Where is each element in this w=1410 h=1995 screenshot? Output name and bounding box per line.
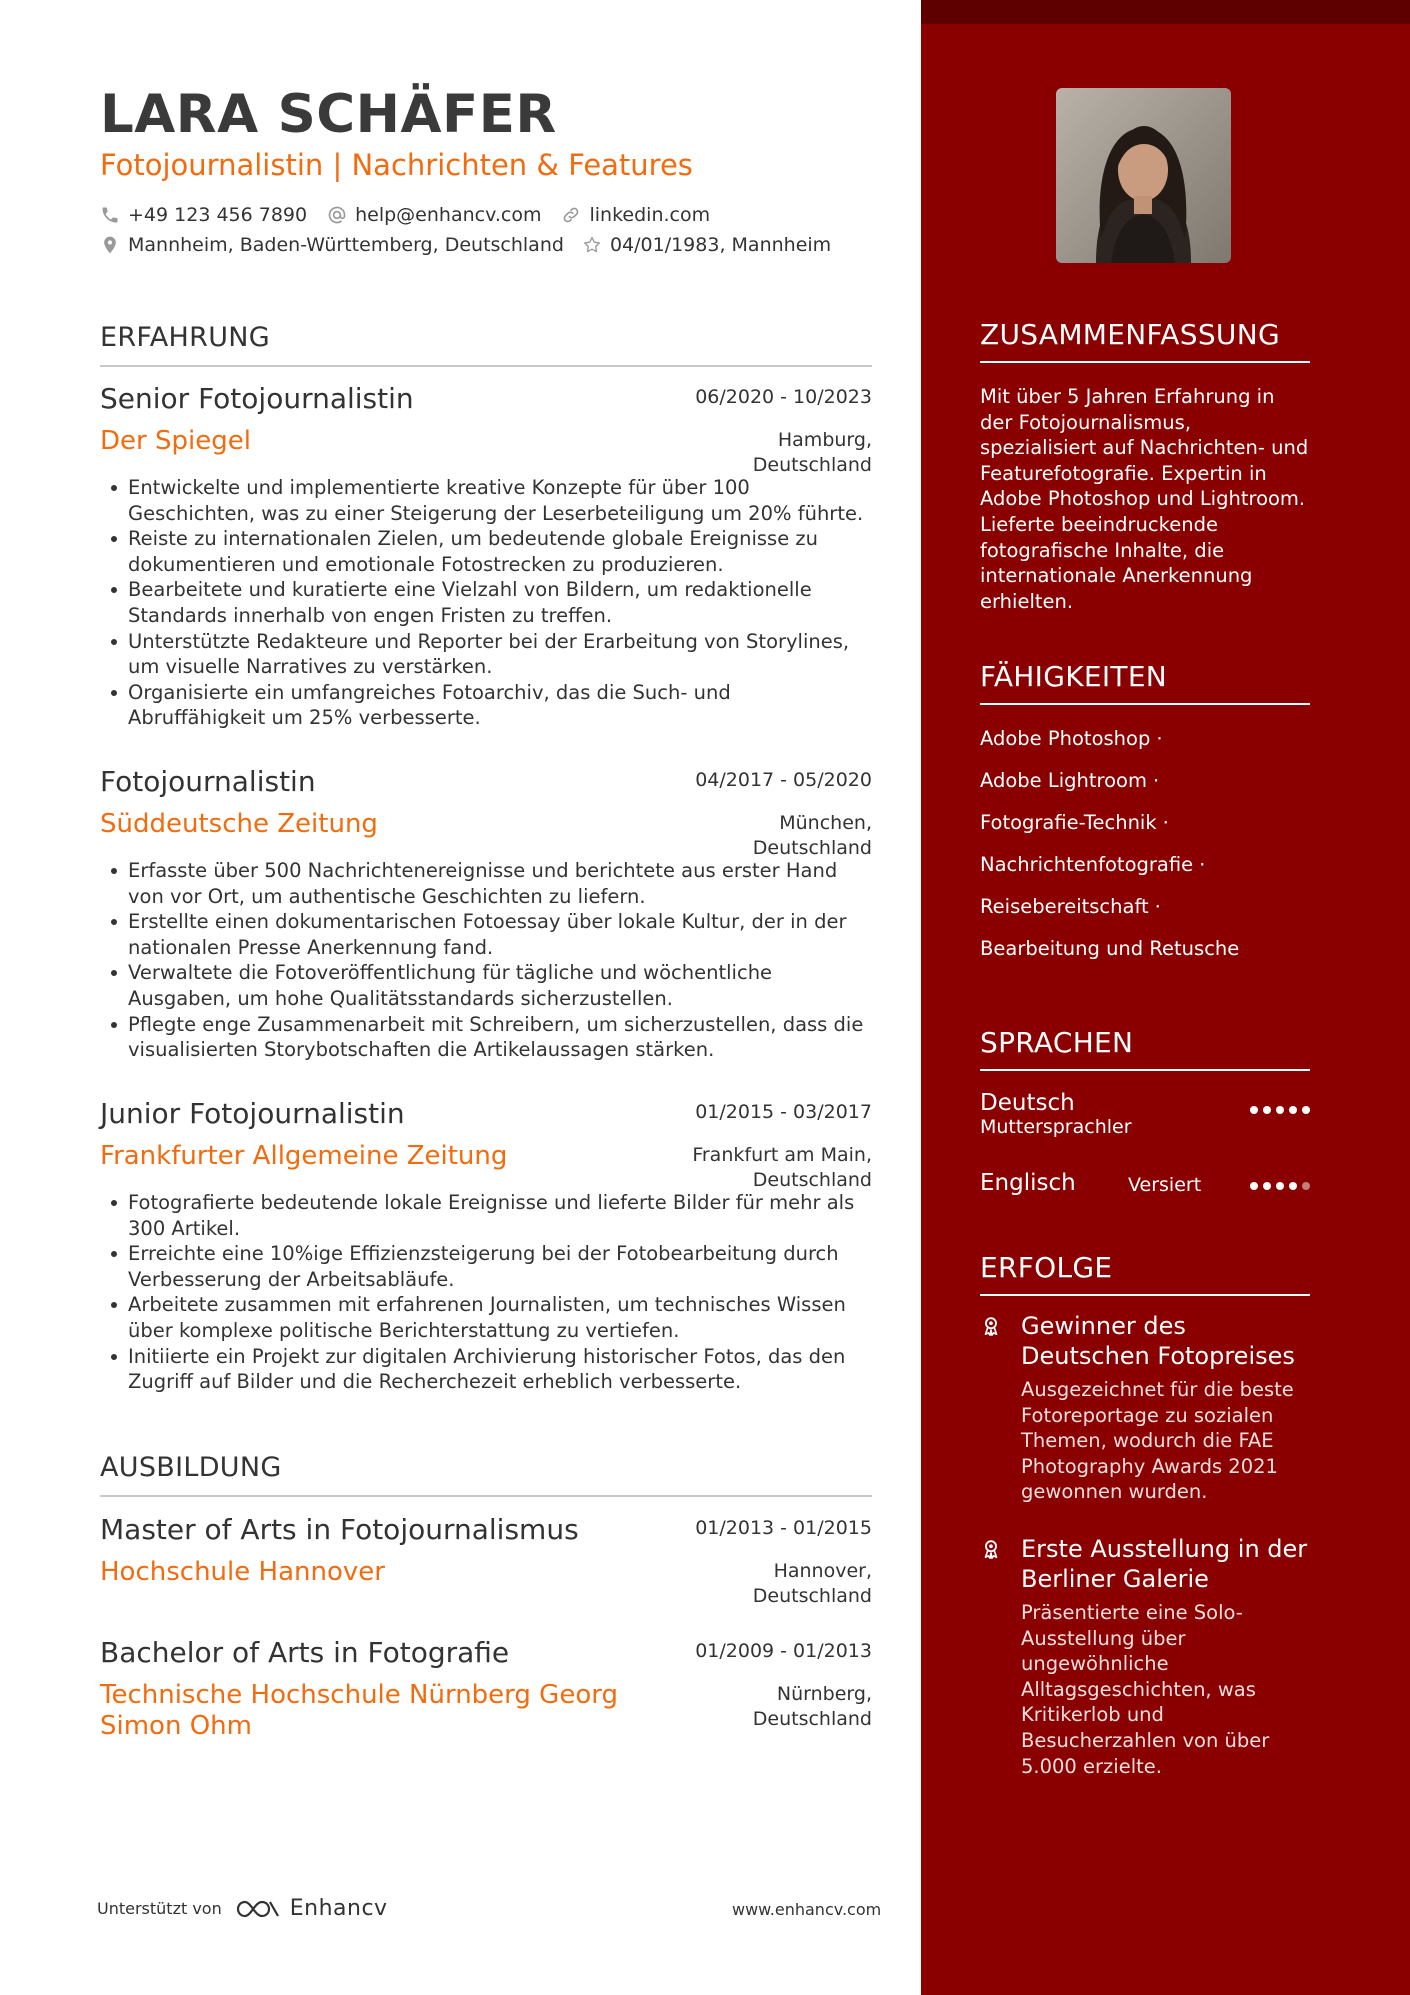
job-bullet: Reiste zu internationalen Zielen, um bedeutende globale Ereignisse zu dokumentieren und emotionale Fotostrecken zu produzieren. — [100, 526, 872, 577]
job-bullet: Erfasste über 500 Nachrichtenereignisse und berichtete aus erster Hand von vor Ort, um authentische Geschichten zu liefern. — [100, 858, 872, 909]
skill-label: Bearbeitung und Retusche — [980, 937, 1240, 960]
school-location — [753, 1682, 872, 1732]
job-location — [692, 1143, 872, 1193]
job-bullets — [100, 858, 872, 1063]
location-pin-icon — [100, 235, 120, 255]
job-bullet: Unterstützte Redakteure und Reporter bei der Erarbeitung von Storylines, um visuelle Narratives zu verstärken. — [100, 629, 872, 680]
skill-separator: · — [1156, 727, 1163, 750]
job-bullet: Fotografierte bedeutende lokale Ereignisse und lieferte Bilder für mehr als 300 Artikel. — [100, 1190, 872, 1241]
achievement-title: Gewinner des Deutschen Fotopreises — [1021, 1312, 1295, 1370]
job-title: Fotojournalistin — [100, 765, 316, 798]
school-location-city: Hannover, — [773, 1560, 872, 1582]
language-name: Englisch — [980, 1170, 1076, 1196]
experience-entry — [100, 765, 872, 1063]
contact-row-1 — [100, 202, 730, 228]
skill-separator: · — [1153, 769, 1160, 792]
skill-separator: · — [1162, 811, 1169, 834]
job-bullets — [100, 1190, 872, 1395]
job-company: Der Spiegel — [100, 426, 251, 456]
job-location-country: Deutschland — [752, 1169, 872, 1191]
summary-text: Mit über 5 Jahren Erfahrung in der Fotojournalismus, spezialisiert auf Nachrichten- und Featurefotografie. Expertin in Adobe Photoshop und Lightroom. Lieferte beeindruckende fotografische Inhalte, die internationale Anerkennung erhielten. — [980, 385, 1309, 613]
award-ribbon-icon — [980, 1315, 1002, 1337]
school-location-city: Nürnberg, — [776, 1683, 872, 1705]
linkedin-item[interactable] — [561, 204, 710, 226]
achievement-desc: Ausgezeichnet für die beste Fotoreportage zu sozialen Themen, wodurch die FAE Photography Awards 2021 gewonnen wurden. — [1021, 1378, 1294, 1504]
rating-dot-filled — [1276, 1182, 1284, 1190]
profile-photo — [1056, 88, 1231, 263]
language-name: Deutsch — [980, 1090, 1075, 1116]
experience-entry — [100, 1097, 872, 1395]
skill-label: Fotografie-Technik — [980, 811, 1157, 834]
language-rating — [1245, 1106, 1310, 1114]
skills-section-title: FÄHIGKEITEN — [980, 660, 1310, 705]
location-text: Mannheim, Baden-Württemberg, Deutschland — [128, 234, 564, 256]
achievement-item — [980, 1311, 1310, 1505]
education-section-title: AUSBILDUNG — [100, 1452, 872, 1497]
job-location-city: München, — [779, 812, 872, 834]
job-location-country: Deutschland — [752, 837, 872, 859]
job-bullet: Erstellte einen dokumentarischen Fotoessay über lokale Kultur, der in der nationalen Presse Anerkennung fand. — [100, 909, 872, 960]
link-icon — [561, 205, 581, 225]
job-location-city: Frankfurt am Main, — [692, 1144, 872, 1166]
linkedin-text[interactable]: linkedin.com — [589, 204, 711, 226]
skill-separator: · — [1199, 853, 1206, 876]
job-bullet: Bearbeitete und kuratierte eine Vielzahl von Bildern, um redaktionelle Standards innerhalb von engen Fristen zu treffen. — [100, 577, 872, 628]
degree-dates: 01/2009 - 01/2013 — [695, 1640, 872, 1662]
at-icon — [327, 205, 347, 225]
job-dates: 01/2015 - 03/2017 — [695, 1101, 872, 1123]
school-location-country: Deutschland — [752, 1708, 872, 1730]
job-location-country: Deutschland — [752, 454, 872, 476]
rating-dot-empty — [1302, 1182, 1310, 1190]
email-text[interactable]: help@enhancv.com — [355, 204, 542, 226]
contact-row-2 — [100, 232, 851, 258]
skill-label: Reisebereitschaft — [980, 895, 1149, 918]
job-title: Junior Fotojournalistin — [100, 1097, 405, 1130]
rating-dot-filled — [1289, 1182, 1297, 1190]
rating-dot-filled — [1250, 1106, 1258, 1114]
sidebar — [921, 0, 1410, 1995]
rating-dot-filled — [1302, 1106, 1310, 1114]
award-ribbon-icon — [980, 1538, 1002, 1560]
summary-section-title: ZUSAMMENFASSUNG — [980, 318, 1310, 363]
language-level: Versiert — [1128, 1174, 1202, 1196]
skill-label: Adobe Lightroom — [980, 769, 1147, 792]
enhancv-logo-icon — [234, 1897, 282, 1921]
school-location — [753, 1559, 872, 1609]
degree-dates: 01/2013 - 01/2015 — [695, 1517, 872, 1539]
rating-dot-filled — [1263, 1106, 1271, 1114]
job-bullet: Organisierte ein umfangreiches Fotoarchiv, das die Such- und Abruffähigkeit um 25% verbesserte. — [100, 680, 872, 731]
email-item[interactable] — [327, 204, 541, 226]
birth-item — [582, 234, 831, 256]
location-item — [100, 234, 564, 256]
phone-item — [100, 204, 307, 226]
job-bullets — [100, 475, 872, 731]
job-bullet: Arbeitete zusammen mit erfahrenen Journalisten, um technisches Wissen über komplexe politische Berichterstattung zu vertiefen. — [100, 1292, 872, 1343]
skill-item — [980, 727, 1163, 750]
education-entry — [100, 1513, 872, 1607]
footer-website[interactable]: www.enhancv.com — [732, 1900, 882, 1919]
job-bullet: Erreichte eine 10%ige Effizienzsteigerung bei der Fotobearbeitung durch Verbesserung der Arbeitsabläufe. — [100, 1241, 872, 1292]
school-name: Technische Hochschule Nürnberg Georg Simon Ohm — [100, 1680, 618, 1741]
rating-dot-filled — [1250, 1182, 1258, 1190]
achievement-title: Erste Ausstellung in der Berliner Galerie — [1021, 1535, 1308, 1593]
headline: Fotojournalistin | Nachrichten & Features — [100, 148, 693, 182]
skill-item — [980, 895, 1161, 918]
job-bullet: Entwickelte und implementierte kreative Konzepte für über 100 Geschichten, was zu einer Steigerung der Leserbeteiligung um 20% führte. — [100, 475, 872, 526]
school-location-country: Deutschland — [752, 1585, 872, 1607]
skill-separator: · — [1154, 895, 1161, 918]
phone-text: +49 123 456 7890 — [128, 204, 308, 226]
skill-item — [980, 937, 1239, 960]
job-location — [753, 428, 872, 478]
job-location-city: Hamburg, — [777, 429, 872, 451]
achievements-section-title: ERFOLGE — [980, 1251, 1310, 1296]
achievement-item — [980, 1534, 1310, 1779]
skill-label: Nachrichtenfotografie — [980, 853, 1194, 876]
job-bullet: Initiierte ein Projekt zur digitalen Archivierung historischer Fotos, das den Zugriff auf Bilder und die Recherchezeit erheblich verbesserte. — [100, 1344, 872, 1395]
enhancv-logo[interactable] — [234, 1896, 388, 1921]
skill-item — [980, 811, 1169, 834]
language-item — [980, 1090, 1310, 1146]
phone-icon — [100, 205, 120, 225]
rating-dot-filled — [1263, 1182, 1271, 1190]
footer-powered-by — [97, 1896, 388, 1921]
job-dates: 04/2017 - 05/2020 — [695, 769, 872, 791]
job-bullet: Pflegte enge Zusammenarbeit mit Schreibern, um sicherzustellen, dass die visualisierten Storybotschaften die Artikelaussagen stärken. — [100, 1012, 872, 1063]
education-entry — [100, 1636, 872, 1742]
rating-dot-filled — [1289, 1106, 1297, 1114]
language-item — [980, 1170, 1310, 1204]
job-company: Süddeutsche Zeitung — [100, 809, 378, 839]
degree-title: Master of Arts in Fotojournalismus — [100, 1513, 579, 1546]
degree-title: Bachelor of Arts in Fotografie — [100, 1636, 510, 1669]
job-location — [753, 811, 872, 861]
job-dates: 06/2020 - 10/2023 — [695, 386, 872, 408]
language-level: Muttersprachler — [980, 1116, 1132, 1138]
job-company: Frankfurter Allgemeine Zeitung — [100, 1141, 508, 1171]
enhancv-brand-text: Enhancv — [289, 1896, 388, 1921]
skill-item — [980, 769, 1159, 792]
birth-text: 04/01/1983, Mannheim — [609, 234, 832, 256]
candidate-name: LARA SCHÄFER — [100, 84, 557, 145]
sidebar-top-band — [921, 0, 1410, 24]
star-icon — [582, 235, 602, 255]
language-rating — [1245, 1182, 1310, 1190]
job-title: Senior Fotojournalistin — [100, 382, 414, 415]
job-bullet: Verwaltete die Fotoveröffentlichung für tägliche und wöchentliche Ausgaben, um hohe Qualitätsstandards sicherzustellen. — [100, 960, 872, 1011]
skill-item — [980, 853, 1205, 876]
experience-section-title: ERFAHRUNG — [100, 322, 872, 367]
powered-by-text: Unterstützt von — [97, 1899, 222, 1918]
achievement-desc: Präsentierte eine Solo-Ausstellung über ungewöhnliche Alltagsgeschichten, was Kritikerlob und Besucherzahlen von über 5.000 erzielte. — [1021, 1601, 1270, 1778]
experience-entry — [100, 382, 872, 731]
skill-label: Adobe Photoshop — [980, 727, 1151, 750]
rating-dot-filled — [1276, 1106, 1284, 1114]
school-name: Hochschule Hannover — [100, 1557, 385, 1587]
languages-section-title: SPRACHEN — [980, 1026, 1310, 1071]
